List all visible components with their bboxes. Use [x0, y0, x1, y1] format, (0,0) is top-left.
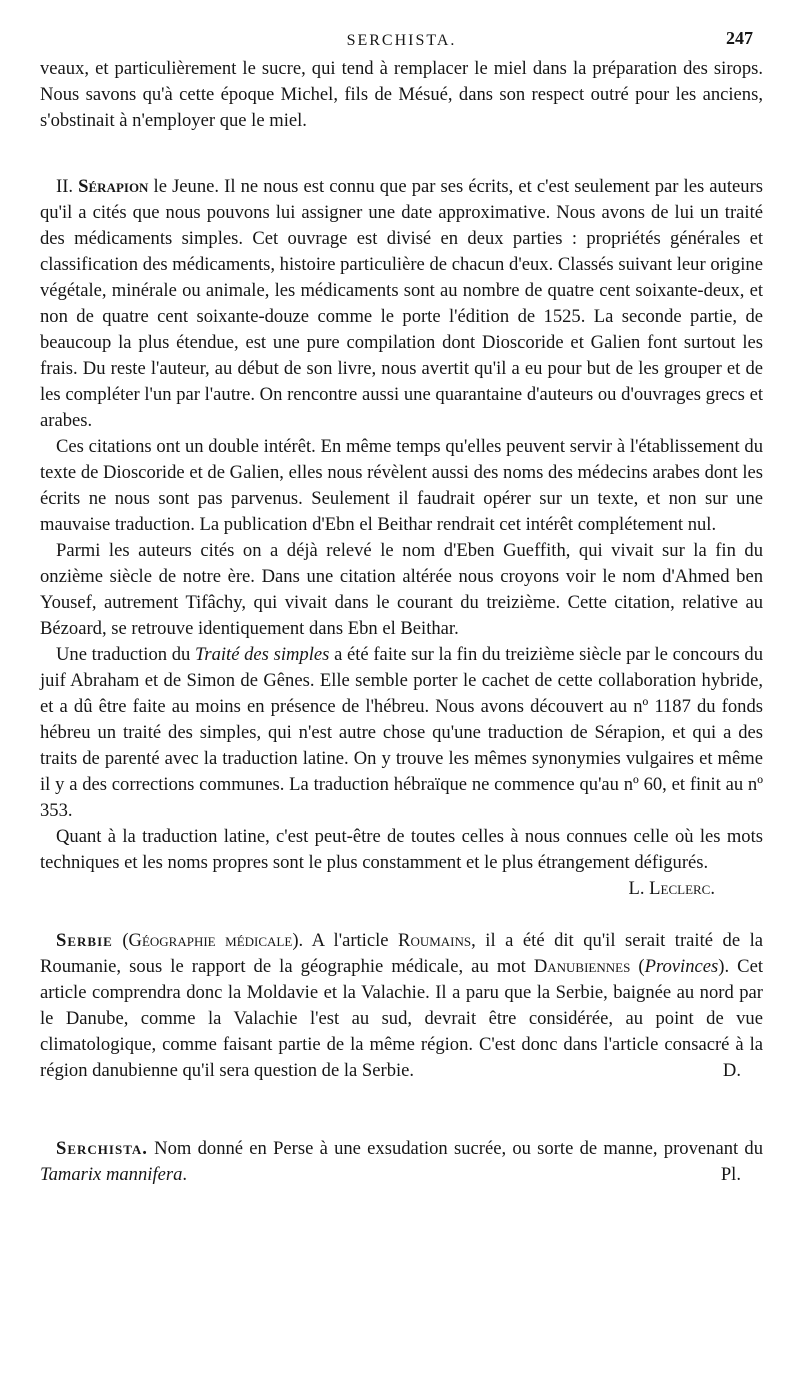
serbie-sc-3: Danubiennes	[533, 956, 631, 977]
serapion-p5-text: Quant à la traduction latine, c'est peut-être de toutes celles à nous connues celle où les mots techniques et les noms propres sont le plus constamment et le plus étrangement défigurés.	[40, 826, 763, 873]
serapion-paragraph-4	[40, 642, 763, 824]
document-page	[40, 0, 763, 1400]
page-header	[40, 0, 763, 56]
serbie-text-4: (	[630, 956, 645, 977]
serapion-paragraph-1	[40, 174, 763, 434]
serchista-italic-1: Tamarix mannifera	[40, 1164, 183, 1185]
serbie-text-5: ). Cet article comprendra donc la Moldavie et la Valachie. Il a paru que la Serbie, baignée au nord par le Danube, comme la Valachie l'est au sud, devrait être considérée, au point de vue climatologique, comme faisant partie de la même région. C'est donc dans l'article consacré à la région danubienne qu'il sera question de la Serbie.	[40, 956, 764, 1081]
serbie-entry	[40, 928, 763, 1084]
serbie-signature: D.	[722, 1060, 741, 1081]
serapion-p4-title: Traité des simples	[195, 644, 330, 665]
serapion-numeral: II.	[56, 176, 74, 197]
serapion-name: Sérapion	[78, 176, 149, 197]
serchista-text-1: Nom donné en Perse à une exsudation sucrée, ou sorte de manne, provenant du	[147, 1138, 763, 1159]
serchista-text-2: .	[182, 1164, 188, 1185]
serchista-entry	[40, 1136, 763, 1188]
serapion-paragraph-2: Ces citations ont un double intérêt. En même temps qu'elles peuvent servir à l'établissement du texte de Dioscoride et de Galien, elles nous révèlent aussi des noms des médecins arabes dont les écrits ne nous sont pas parvenus. Seulement il faudrait opérer sur un texte, et non sur une mauvaise traduction. La publication d'Ebn el Beithar rendrait cet intérêt complétement nul.	[40, 436, 763, 535]
serapion-paragraph-3: Parmi les auteurs cités on a déjà relevé le nom d'Eben Gueffith, qui vivait sur la fin du onzième siècle de notre ère. Dans une citation altérée nous croyons voir le nom d'Ahmed ben Yousef, autrement Tifâchy, qui vivait dans le courant du treizième. Cette citation, relative au Bézoard, se retrouve identiquement dans Ebn el Beithar.	[40, 540, 763, 639]
running-head: SERCHISTA.	[346, 32, 457, 49]
serchista-signature: Pl.	[720, 1164, 741, 1185]
page-number: 247	[726, 28, 753, 48]
serbie-sc-2: Roumains	[398, 930, 472, 951]
serapion-p4-rest: a été faite sur la fin du treizième siècle par le concours du juif Abraham et de Simon de Gênes. Elle semble porter le cachet de cette collaboration hybride, et a dû être faite au moins en présence de l'hébreu. Nous avons découvert au nº 1187 du fonds hébreu un traité des simples, qui n'est autre chose qu'une traduction de Sérapion, et qui a des traits de parenté avec la traduction latine. On y trouve les mêmes synonymies vulgaires et même il y a des corrections communes. La traduction hébraïque ne commence qu'au nº 60, et finit au nº 353.	[40, 644, 764, 821]
serapion-paragraph-5	[40, 824, 763, 899]
serchista-title: Serchista.	[56, 1138, 148, 1159]
intro-paragraph: veaux, et particulièrement le sucre, qui tend à remplacer le miel dans la préparation des sirops. Nous savons qu'à cette époque Michel, fils de Mésué, dans son respect outré pour les anciens, s'obstinait à n'employer que le miel.	[40, 58, 763, 131]
serbie-text-3: , il a été dit qu'il serait traité de la Roumanie, sous le rapport de la géographie médicale, au mot	[40, 930, 764, 977]
serapion-signature: L. Leclerc.	[628, 878, 715, 899]
serbie-text-2: ). A l'article	[292, 930, 399, 951]
serapion-p1-text: le Jeune. Il ne nous est connu que par ses écrits, et c'est seulement par les auteurs qu'il a cités que nous pouvons lui assigner une date approximative. Nous avons de lui un traité des médicaments simples. Cet ouvrage est divisé en deux parties : propriétés générales et classification des médicaments, histoire particulière de chacun d'eux. Classés suivant leur origine végétale, minérale ou animale, les médicaments sont au nombre de quatre cent soixante-deux, et non de quatre cent soixante-douze comme le porte l'édition de 1525. La seconde partie, de beaucoup la plus étendue, est une pure compilation dont Dioscoride et Galien font surtout les frais. Du reste l'auteur, au début de son livre, nous avertit qu'il a eu pour but de les grouper et de les compléter l'un par l'autre. On rencontre aussi une quarantaine d'auteurs ou d'ouvrages grecs et arabes.	[40, 176, 763, 431]
serbie-text-1: (	[112, 930, 129, 951]
serbie-italic-1: Provinces	[644, 956, 719, 977]
serbie-sc-1: Géographie médicale	[128, 930, 293, 951]
serapion-p4-start: Une traduction du	[56, 644, 196, 665]
serbie-title: Serbie	[56, 930, 113, 951]
